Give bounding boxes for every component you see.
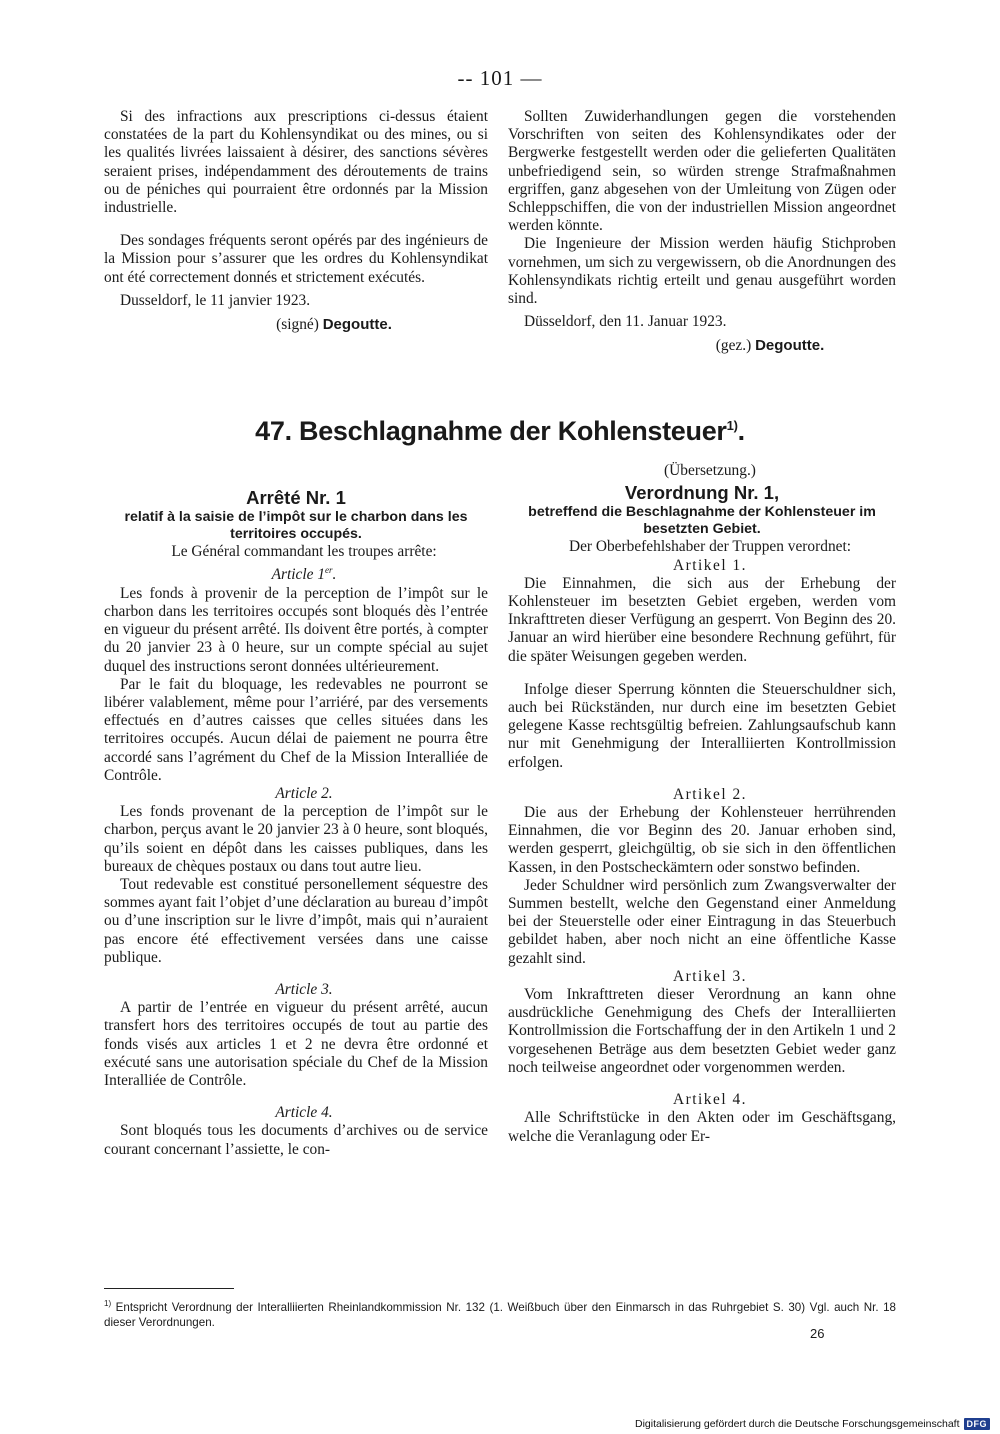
dfg-logo-icon: DFG: [964, 1418, 991, 1430]
de-article-2-label: Artikel 2.: [673, 785, 747, 803]
fr-article-1-label: [104, 561, 488, 584]
de-signature-name: Degoutte.: [755, 337, 825, 355]
de-paragraph: Infolge dieser Sperrung könnten die Steuerschuldner sich, auch bei Rückständen, nur durch eine im besetzten Gebiet gelegene Kasse rechtsgültig befreien. Zahlungsaufschub kann nur mit Genehmigung der Interalliierten Kontrollmission erfolgen.: [508, 680, 896, 771]
de-decree-title: Verordnung Nr. 1,: [624, 482, 780, 504]
section-heading-period: .: [737, 416, 745, 446]
fr-place-date: Dusseldorf, le 11 janvier 1923.: [120, 291, 311, 309]
fr-article-2-label: Article 2.: [275, 784, 333, 802]
de-place-date: Düsseldorf, den 11. Januar 1923.: [524, 313, 727, 331]
de-paragraph: Die Einnahmen, die sich aus der Erhebung der Kohlensteuer im besetzten Gebiet ergeben, werden vom Inkrafttreten dieser Verfügung an gesperrt. Von Beginn des 20. Januar an wird hierüber eine besondere Rechnung geführt, für die später Weisungen gegeben werden.: [508, 574, 896, 665]
section-heading-footnote-mark: 1): [726, 418, 738, 433]
fr-decree-subtitle: relatif à la saisie de l’impôt sur le charbon dans les territoires occupés.: [124, 509, 468, 543]
sheet-number: 26: [810, 1326, 825, 1341]
fr-article-1-end: .: [332, 566, 337, 584]
digitization-credit: [635, 1418, 990, 1430]
footnote-text: Entspricht Verordnung der Interalliierten Rheinlandkommission Nr. 132 (1. Weißbuch über den Einmarsch in das Ruhrgebiet S. 30) Vgl. auch Nr. 18 dieser Verordnungen.: [104, 1300, 896, 1329]
fr-signature-name: Degoutte.: [322, 316, 392, 334]
de-decree-intro: Der Oberbefehlshaber der Truppen verordnet:: [568, 538, 852, 556]
fr-article-1-sup: er: [325, 565, 333, 576]
de-continuation: [508, 108, 896, 356]
footnote: [104, 1296, 896, 1330]
fr-paragraph: Tout redevable est constitué personellement séquestre des sommes ayant fait l’objet d’une déclaration au bureau d’impôt ou d’une inscription sur le livre d’impôt, mais qui n’auraient pas encore été effectivement versées dans une caisse publique.: [104, 875, 488, 966]
de-signature: [508, 337, 896, 355]
fr-paragraph: Si des infractions aux prescriptions ci-dessus étaient constatées de la part du Kohlensyndikat ou des mines, ou si les qualités livrées laissaient à désirer, des sanctions sévères seraient prises, indépendamment des déroutements de trains ou de péniches qui pourraient être ordonnés par la Mission industrielle.: [104, 108, 488, 217]
section-heading: [104, 416, 896, 447]
fr-paragraph: Sont bloqués tous les documents d’archives ou de service courant concernant l’assiette, le con-: [104, 1122, 488, 1158]
de-paragraph: Die Ingenieure der Mission werden häufig Stichproben vornehmen, um sich zu vergewissern, ob die Anordnungen des Kohlensyndikats richtig erteilt und genau ausgeführt worden sind.: [508, 235, 896, 308]
fr-signature-prefix: (signé): [276, 316, 319, 334]
footnote-rule: [104, 1288, 234, 1289]
de-decree-subtitle: betreffend die Beschlagnahme der Kohlensteuer im besetzten Gebiet.: [528, 504, 876, 538]
page-number: -- 101 —: [457, 66, 543, 90]
de-article-1-label: Artikel 1.: [673, 556, 747, 574]
fr-article-1-text: Article 1: [271, 566, 326, 584]
fr-paragraph: Par le fait du bloquage, les redevables ne pourront se libérer valablement, même pour l’arriéré, par des versements effectués en d’autres caisses que celles situées dans les territoires occupés. Aucun délai de paiement ne pourra être accordé sans l’agrément du Chef de la Mission Interalliée de Contrôle.: [104, 675, 488, 784]
fr-signature: [104, 316, 488, 334]
fr-decree-title: Arrêté Nr. 1: [246, 487, 346, 508]
de-article-4-label: Artikel 4.: [673, 1091, 747, 1109]
fr-paragraph: Des sondages fréquents seront opérés par des ingénieurs de la Mission pour s’assurer que les ordres du Kohlensyndikat ont été correctement donnés et strictement exécutés.: [104, 232, 488, 286]
de-article-3-label: Artikel 3.: [673, 967, 747, 985]
fr-decree-intro: Le Général commandant les troupes arrête:: [171, 543, 437, 561]
section-heading-text: 47. Beschlagnahme der Kohlensteuer: [255, 416, 727, 446]
de-paragraph: Vom Inkrafttreten dieser Verordnung an kann ohne ausdrückliche Genehmigung des Chefs der Interalliierten Kontrollmission die Fortschaffung der in den Artikeln 1 und 2 vorgesehenen Beträge aus dem besetzten Gebiet weder ganz noch teilweise angeordnet oder vorgenommen werden.: [508, 986, 896, 1076]
de-paragraph: Alle Schriftstücke in den Akten oder im Geschäftsgang, welche die Veranlagung oder Er-: [508, 1109, 896, 1145]
fr-article-3-label: Article 3.: [275, 981, 333, 998]
footnote-mark: 1): [104, 1299, 112, 1308]
de-decree: [508, 462, 896, 1146]
de-paragraph: Jeder Schuldner wird persönlich zum Zwangsverwalter der Summen bestellt, welche den Gegenstand einer Anmeldung bei der Steuerstelle oder einer Eintragung in das Steuerbuch gebildet haben, aber noch nicht an eine öffentliche Kasse gezahlt sind.: [508, 876, 896, 967]
fr-continuation: [104, 108, 488, 334]
de-translation-note: (Übersetzung.): [664, 462, 756, 479]
fr-article-4-label: Article 4.: [275, 1104, 333, 1122]
fr-paragraph: A partir de l’entrée en vigueur du présent arrêté, aucun transfert hors des territoires occupés de tout au partie des fonds visés aux articles 1 et 2 ne devra être ordonné et exécuté sans une autorisation spéciale du Chef de la Mission Interalliée de Contrôle.: [104, 999, 488, 1090]
de-paragraph: Sollten Zuwiderhandlungen gegen die vorstehenden Vorschriften von seiten des Kohlensyndikates oder der Bergwerke festgestellt werden oder die gelieferten Qualitäten unbefriedigend sein, so würden strenge Strafmaßnahmen ergriffen, ganz abgesehen von der Umleitung von Zügen oder Schleppschiffen, die von der industriellen Mission angeordnet werden könnte.: [508, 108, 896, 235]
de-signature-prefix: (gez.): [715, 337, 752, 355]
de-paragraph: Die aus der Erhebung der Kohlensteuer herrührenden Einnahmen, die vor Beginn des 20. Januar erhoben sind, werden gesperrt, gleichgültig, ob sie sich in den öffentlichen Kassen, in den Postscheckämtern oder sonstwo befinden.: [508, 804, 896, 876]
credit-text: Digitalisierung gefördert durch die Deutsche Forschungsgemeinschaft: [634, 1418, 960, 1430]
fr-decree: [104, 485, 488, 1159]
fr-paragraph: Les fonds provenant de la perception de l’impôt sur le charbon, perçus avant le 20 janvier 23 à 0 heure, sont bloqués, qu’ils soient en dépôt dans les caisses publiques, dans les bureaux de chèques postaux ou dans tout autre lieu.: [104, 803, 488, 875]
fr-paragraph: Les fonds à provenir de la perception de l’impôt sur le charbon dans les territoires occupés sont bloqués dès l’entrée en vigueur du présent arrêté. Ils doivent être portés, à compter du 20 janvier 23 à 0 heure, sur un compte spécial au sujet duquel des instructions seront données ultérieurement.: [104, 584, 488, 675]
